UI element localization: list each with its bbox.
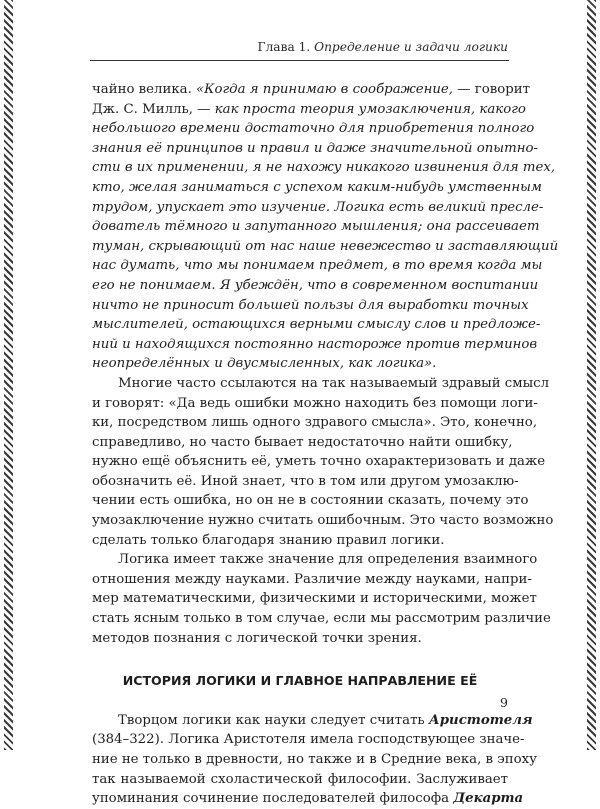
- name-descartes: Декарта: [453, 791, 524, 807]
- text-line: небольшого времени достаточно для приобретения полного: [92, 121, 535, 137]
- text-span: — говорит: [453, 82, 530, 97]
- text-line: знания её принципов и правил и даже значительной опытно-: [92, 140, 538, 156]
- text-line: нас думать, что мы понимаем предмет, в то время когда мы: [92, 258, 543, 274]
- quote-span: «Когда я принимаю в соображение,: [196, 82, 454, 97]
- header-title: Определение и задачи логики: [314, 40, 508, 54]
- text-line: справедливо, но часто бывает недостаточно найти ошибку,: [92, 434, 513, 450]
- paragraph-sciences: [92, 550, 551, 648]
- text-line: туман, скрывающий от нас наше невежество и заставляющий: [92, 238, 559, 254]
- text-line: Многие часто ссылаются на так называемый здравый смысл: [118, 375, 550, 391]
- text-line: ничто не приносит большей пользы для выработки точных: [92, 297, 529, 313]
- paragraph-aristotle: [92, 711, 537, 809]
- text-line: обозначить её. Иной знает, что в том или другом умозаклю-: [92, 473, 519, 489]
- text-line: методов познания с логической точки зрения.: [92, 630, 422, 646]
- text-line: неопределённых и двусмысленных, как логика».: [92, 356, 437, 372]
- text-line: трудом, упускает это изучение. Логика есть великий пресле-: [92, 199, 544, 215]
- text-line: Логика имеет также значение для определения взаимного: [118, 552, 538, 568]
- text-line: так называемой схоластической философии. Заслуживает: [92, 771, 508, 787]
- page-number: 9: [500, 695, 508, 710]
- paragraph-common-sense: [92, 374, 554, 550]
- text-line: и говорят: «Да ведь ошибки можно находить без помощи логи-: [92, 395, 538, 411]
- text-line: отношения между науками. Различие между науками, напри-: [92, 571, 532, 587]
- header-rule: [90, 60, 509, 61]
- name-aristotle: Аристотеля: [428, 712, 533, 728]
- text-span: упоминания сочинение последователей философа: [92, 791, 454, 807]
- text-span: Дж. С. Милль, —: [92, 101, 215, 117]
- text-line: [92, 711, 533, 731]
- left-decorative-border: [4, 0, 13, 750]
- quote-span: как проста теория умозаключения, какого: [214, 101, 526, 117]
- text-line: мыслителей, остающихся верными смыслу слов и предложе-: [92, 317, 541, 333]
- text-line: мер математическими, физическими и историческими, может: [92, 591, 537, 607]
- text-line: [92, 100, 526, 120]
- right-decorative-border: [587, 0, 596, 750]
- text-line: нужно ещё объяснить её, уметь точно охарактеризовать и даже: [92, 454, 546, 470]
- page-body: [92, 80, 559, 809]
- text-line: ки, посредством лишь одного здравого смысла». Это, конечно,: [92, 415, 538, 431]
- running-header: [92, 40, 508, 54]
- text-line: дователь тёмного и запутанного мышления; она рассеивает: [92, 219, 540, 235]
- text-span: чайно велика.: [92, 82, 197, 97]
- text-line: стать ясным только в том случае, если мы рассмотрим различие: [92, 611, 551, 627]
- text-line: умозаключение нужно считать ошибочным. Это часто возможно: [92, 513, 554, 529]
- paragraph-mill-quote: [92, 80, 559, 374]
- text-line: ний и находящихся постоянно настороже против терминов: [92, 336, 538, 352]
- text-line: ние не только в древности, но также и в Средние века, в эпоху: [92, 752, 537, 767]
- header-chapter: Глава 1.: [257, 40, 315, 54]
- text-span: Творцом логики как науки следует считать: [118, 712, 429, 728]
- text-line: кто, желая заниматься с успехом каким-нибудь умственным: [92, 179, 542, 195]
- text-line: сделать только благодаря знанию правил логики.: [92, 532, 445, 548]
- text-line: [92, 789, 524, 809]
- text-line: (384–322). Логика Аристотеля имела господствующее значе-: [92, 732, 525, 748]
- text-line: [92, 80, 530, 100]
- text-line: чении есть ошибка, но он не в состоянии сказать, почему это: [92, 493, 529, 509]
- text-line: сти в их применении, я не нахожу никакого извинения для тех,: [92, 160, 556, 176]
- section-heading: ИСТОРИЯ ЛОГИКИ И ГЛАВНОЕ НАПРАВЛЕНИЕ ЕЁ: [122, 673, 478, 689]
- text-line: его не понимаем. Я убеждён, что в современном воспитании: [92, 277, 539, 293]
